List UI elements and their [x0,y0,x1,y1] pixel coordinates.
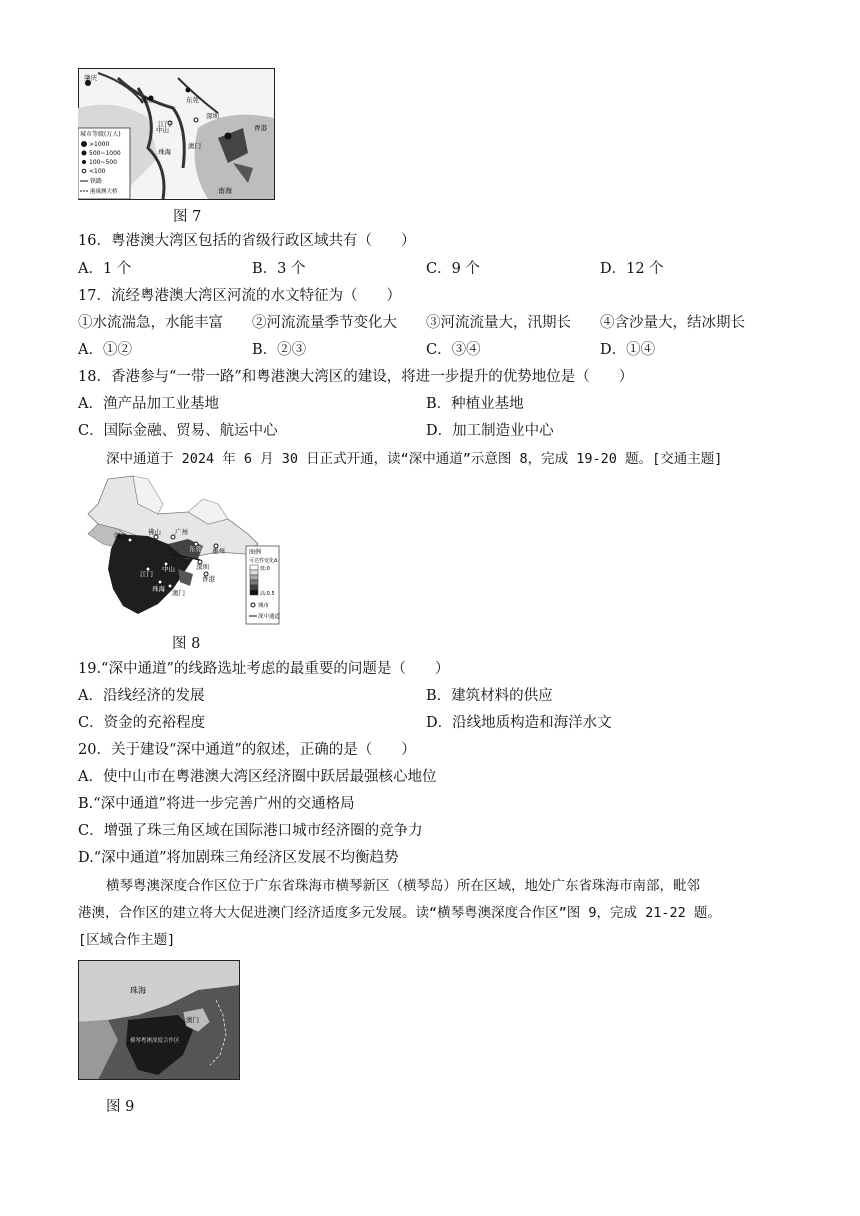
q19-option-b: B．建筑材料的供应 [426,688,553,704]
q19-option-a: A．沿线经济的发展 [78,688,205,704]
q18-option-c: C．国际金融、贸易、航运中心 [78,423,278,439]
fig8-city-label: 广州 [175,528,188,536]
fig8-city-label: 澳门 [172,589,185,597]
q20-option-c: C．增强了珠三角区域在国际港口城市经济圈的竞争力 [78,823,423,839]
intro-19-20: 深中通道于 2024 年 6 月 30 日正式开通，读“深中通道”示意图 8，完成 19-20 题。[交通主题] [106,451,723,467]
intro-21-22-line3: [区域合作主题] [78,932,176,948]
fig8-legend-low: 低:0 [260,566,270,572]
figure-7-map [78,68,275,200]
q18-option-a: A．渔产品加工业基地 [78,396,219,412]
figure-8-map [78,474,280,626]
fig9-label-zhuhai: 珠海 [130,986,146,995]
fig8-legend-title: 图例 [249,549,262,556]
fig8-city-label: 佛山 [148,528,161,536]
intro-21-22-line1: 横琴粤澳深度合作区位于广东省珠海市横琴新区（横琴岛）所在区域，地处广东省珠海市南部，毗邻 [106,878,700,894]
fig8-city-label: 香港 [202,575,215,583]
fig7-city-label: 江门 [158,120,171,128]
fig8-city-label: 深圳 [196,563,209,571]
fig8-city-label: 中山 [162,565,175,573]
fig8-legend-subtitle: 可达性变化Δ [249,558,278,564]
fig8-city-label: 珠海 [152,585,165,593]
fig8-legend-high: 高:0.5 [260,591,275,597]
fig7-legend-item: 500~1000 [89,150,121,157]
q17-option-d: D．①④ [600,342,656,358]
q19-stem: 19.“深中通道”的线路选址考虑的最重要的问题是（ ） [78,661,450,677]
q16-option-c: C．9 个 [426,261,480,277]
q17-stem: 17．流经粤港澳大湾区河流的水文特征为（ ） [78,288,401,304]
fig7-city-label: 澳门 [188,142,201,150]
q19-option-d: D．沿线地质构造和海洋水文 [426,715,612,731]
fig7-legend-title: 城市等级(万人) [80,131,121,138]
figure-8-caption: 图 8 [172,636,201,652]
fig9-label-zone: 横琴粤澳深度合作区 [130,1038,180,1044]
q17-option-c: C．③④ [426,342,481,358]
fig7-city-label: 肇庆 [84,74,97,82]
fig7-legend-item: >1000 [89,141,110,148]
q17-option-a: A．①② [78,342,132,358]
fig7-city-label: 香港 [254,124,267,132]
fig7-city-label: 中山 [156,126,169,134]
figure-7-caption: 图 7 [173,209,202,225]
fig7-legend-item: <100 [89,168,106,175]
q19-option-c: C．资金的充裕程度 [78,715,206,731]
q17-option-b: B．②③ [252,342,307,358]
figure-9-caption: 图 9 [106,1099,135,1115]
fig7-city-label: 珠海 [158,148,171,156]
fig8-city-label: 肇庆 [114,532,127,540]
q17-item-1: ①水流湍急，水能丰富 [78,315,223,331]
q16-option-d: D．12 个 [600,261,664,277]
q20-option-b: B.“深中通道”将进一步完善广州的交通格局 [78,796,355,812]
q17-item-4: ④含沙量大，结冰期长 [600,315,745,331]
q18-option-b: B．种植业基地 [426,396,524,412]
q16-option-b: B．3 个 [252,261,306,277]
fig7-legend-item: 100~500 [89,159,117,166]
q20-option-d: D.“深中通道”将加剧珠三角经济区发展不均衡趋势 [78,850,399,866]
fig8-city-label: 惠州 [212,547,225,555]
fig8-city-label: 东莞 [189,545,202,553]
figure-9-map [78,960,240,1080]
q18-option-d: D．加工制造业中心 [426,423,554,439]
fig7-city-label: 佛山 [140,96,153,104]
fig7-city-label: 东莞 [186,96,199,104]
fig8-city-label: 江门 [140,570,153,578]
q18-stem: 18．香港参与“一带一路”和粤港澳大湾区的建设，将进一步提升的优势地位是（ ） [78,369,634,385]
intro-21-22-line2: 港澳，合作区的建立将大大促进澳门经济适度多元发展。读“横琴粤澳深度合作区”图 9，完成 21-22 题。 [78,905,721,921]
fig7-sea-label: 南海 [218,187,232,195]
q20-option-a: A．使中山市在粤港澳大湾区经济圈中跃居最强核心地位 [78,769,437,785]
q16-stem: 16．粤港澳大湾区包括的省级行政区域共有（ ） [78,233,416,249]
fig7-legend-item: 铁路 [90,178,103,185]
fig7-legend-item: 港珠澳大桥 [90,189,118,195]
fig7-city-label: 深圳 [206,112,219,120]
fig8-legend-tunnel: 深中通道 [258,614,280,620]
q20-stem: 20．关于建设“深中通道”的叙述，正确的是（ ） [78,742,416,758]
fig8-legend-city: 城市 [258,603,270,609]
q17-item-2: ②河流流量季节变化大 [252,315,397,331]
fig9-label-macau: 澳门 [186,1016,199,1024]
q17-item-3: ③河流流量大，汛期长 [426,315,571,331]
q16-option-a: A．1 个 [78,261,132,277]
